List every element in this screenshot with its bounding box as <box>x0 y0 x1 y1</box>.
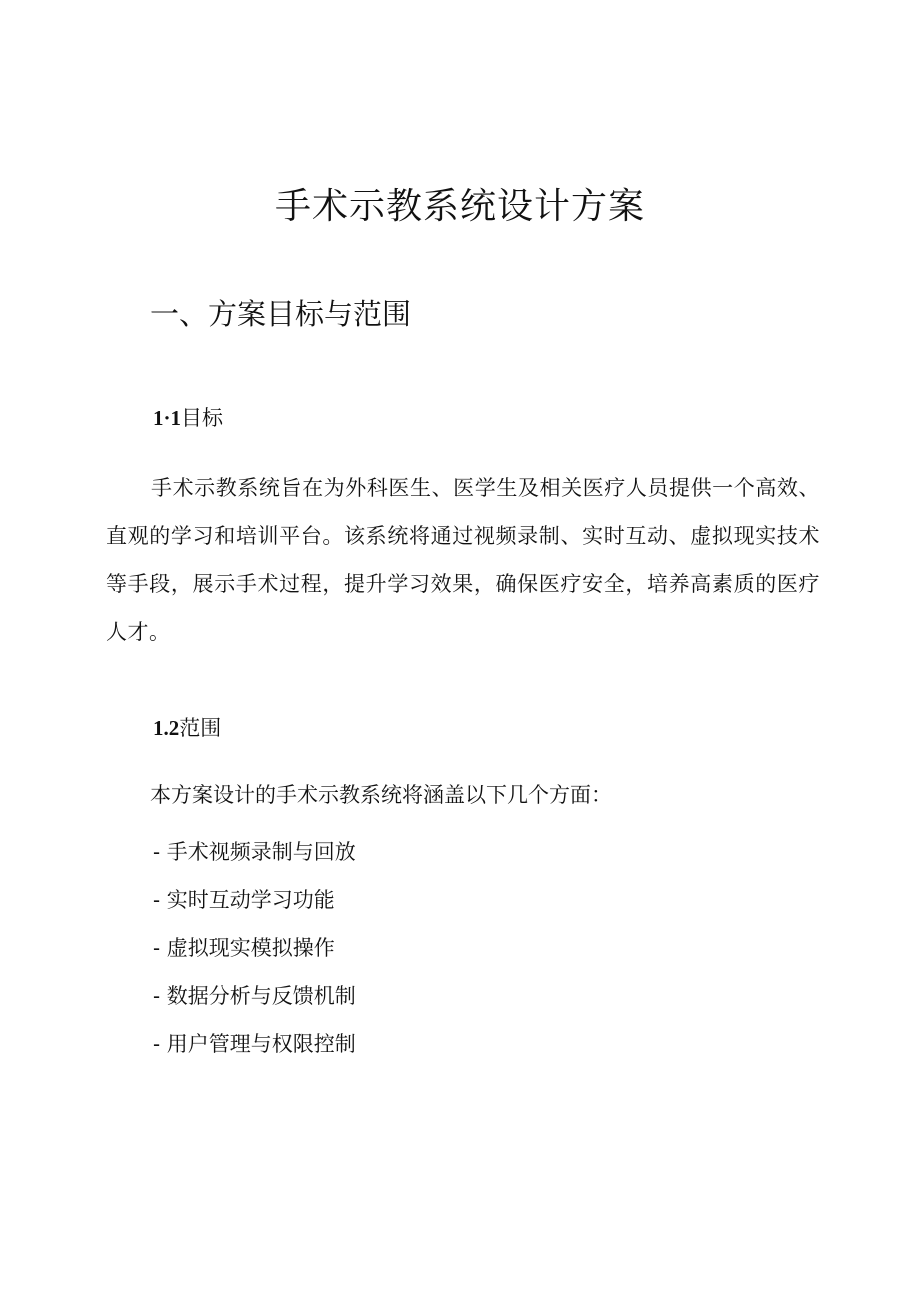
document-title: 手术示教系统设计方案 <box>274 186 645 227</box>
scope-list <box>153 828 356 1068</box>
subsection-number: 1·1 <box>153 406 182 430</box>
list-item: - 虚拟现实模拟操作 <box>153 936 335 960</box>
subsection-number: 1.2 <box>153 716 180 740</box>
list-item: - 实时互动学习功能 <box>153 888 335 912</box>
section-heading: 一、方案目标与范围 <box>150 297 412 331</box>
subsection-label: 目标 <box>181 406 224 430</box>
list-item: - 数据分析与反馈机制 <box>153 984 356 1008</box>
scope-intro: 本方案设计的手术示教系统将涵盖以下几个方面： <box>150 783 612 807</box>
list-item: - 用户管理与权限控制 <box>153 1032 356 1056</box>
subsection-heading-goal <box>153 403 223 433</box>
subsection-label: 范围 <box>179 716 222 740</box>
subsection-heading-scope <box>153 713 221 743</box>
list-item: - 手术视频录制与回放 <box>153 840 356 864</box>
goal-paragraph: 手术示教系统旨在为外科医生、医学生及相关医疗人员提供一个高效、直观的学习和培训平台。该系统将通过视频录制、实时互动、虚拟现实技术等手段，展示手术过程，提升学习效果，确保医疗安全，培养高素质的医疗人才。 <box>106 476 820 644</box>
